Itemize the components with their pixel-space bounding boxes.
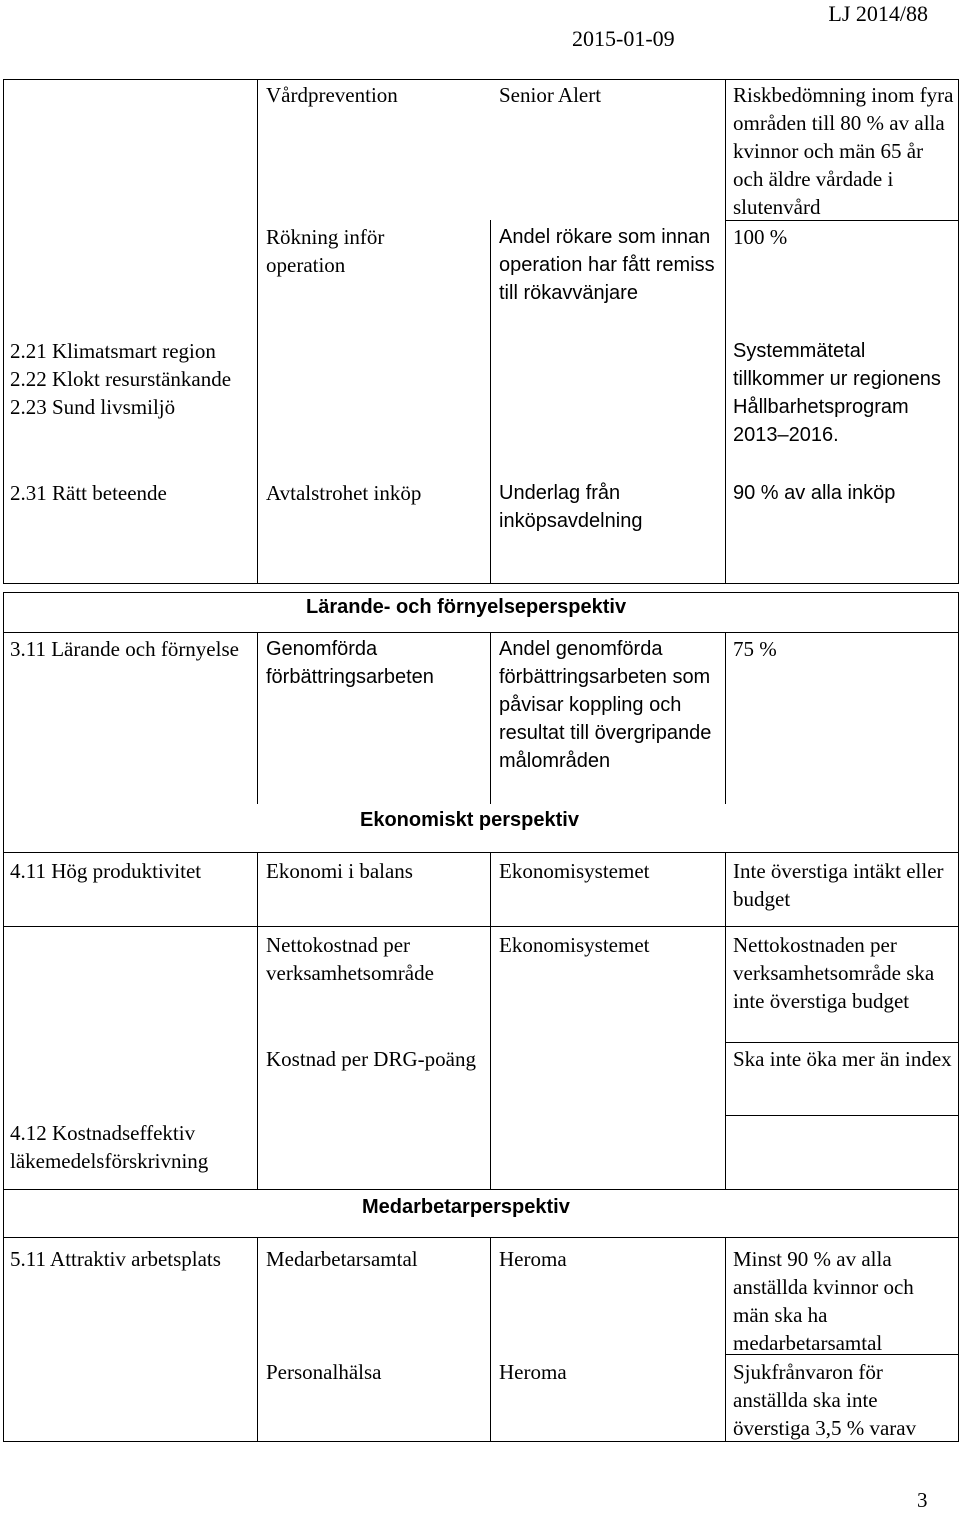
cell-kostnadseffektiv: 4.12 Kostnadseffektiv läkemedelsförskrivning <box>10 1121 209 1173</box>
section-heading-learning: Lärande- och förnyelseperspektiv <box>306 596 627 618</box>
cell-heroma-2: Heroma <box>499 1360 567 1384</box>
cell-systemmatetal: Systemmätetal tillkommer ur regionens Hållbarhetsprogram 2013–2016. <box>733 340 941 446</box>
cell-heroma-1: Heroma <box>499 1247 567 1271</box>
cell-hog-produktivitet: 4.11 Hög produktivitet <box>10 859 202 883</box>
cell-senior-alert: Senior Alert <box>499 83 602 107</box>
cell-kostnad-drg: Kostnad per DRG-poäng <box>266 1047 476 1071</box>
page-number: 3 <box>917 1488 928 1512</box>
section-heading-economic: Ekonomiskt perspektiv <box>360 809 579 831</box>
cell-75-percent: 75 % <box>733 637 777 661</box>
cell-andel-genomforda: Andel genomförda förbättringsarbeten som påvisar koppling och resultat till övergripande målområden <box>499 638 712 772</box>
document-date: 2015-01-09 <box>572 26 675 51</box>
cell-andel-rokare: Andel rökare som innan operation har fått remiss till rökavvänjare <box>499 226 715 304</box>
cell-ekonomi-balans: Ekonomi i balans <box>266 859 413 883</box>
cell-underlag: Underlag från inköpsavdelning <box>499 482 643 532</box>
cell-vardprevention: Vårdprevention <box>266 83 398 107</box>
cell-inte-overstiga: Inte överstiga intäkt eller budget <box>733 859 944 911</box>
cell-larande: 3.11 Lärande och förnyelse <box>10 637 239 661</box>
cell-ratt-beteende: 2.31 Rätt beteende <box>10 481 167 505</box>
cell-personalhalsa: Personalhälsa <box>266 1360 382 1384</box>
cell-avtalstrohet: Avtalstrohet inköp <box>266 481 422 505</box>
cell-100-percent: 100 % <box>733 225 788 249</box>
cell-ekonomisystemet-2: Ekonomisystemet <box>499 933 650 957</box>
cell-nettokostnaden: Nettokostnaden per verksamhetsområde ska inte överstiga budget <box>733 933 935 1013</box>
cell-ska-inte-oka: Ska inte öka mer än index <box>733 1047 952 1071</box>
section-heading-staff: Medarbetarperspektiv <box>362 1196 570 1218</box>
cell-sjukfranvaro: Sjukfrånvaron för anställda ska inte överstiga 3,5 % varav <box>733 1360 917 1440</box>
cell-rokning: Rökning inför operation <box>266 225 385 277</box>
cell-90-percent: 90 % av alla inköp <box>733 482 896 504</box>
cell-klimatsmart: 2.21 Klimatsmart region 2.22 Klokt resurstänkande 2.23 Sund livsmiljö <box>10 339 232 419</box>
cell-ekonomisystemet-1: Ekonomisystemet <box>499 859 650 883</box>
cell-minst-90: Minst 90 % av alla anställda kvinnor och män ska ha medarbetarsamtal <box>733 1247 914 1355</box>
cell-attraktiv: 5.11 Attraktiv arbetsplats <box>10 1247 221 1271</box>
cell-nettokostnad: Nettokostnad per verksamhetsområde <box>266 933 434 985</box>
cell-genomforda: Genomförda förbättringsarbeten <box>266 638 434 688</box>
cell-medarbetarsamtal: Medarbetarsamtal <box>266 1247 418 1271</box>
cell-riskbedomning: Riskbedömning inom fyra områden till 80 % av alla kvinnor och män 65 år och äldre vårdade i slutenvård <box>733 83 954 219</box>
document-id: LJ 2014/88 <box>828 1 928 26</box>
